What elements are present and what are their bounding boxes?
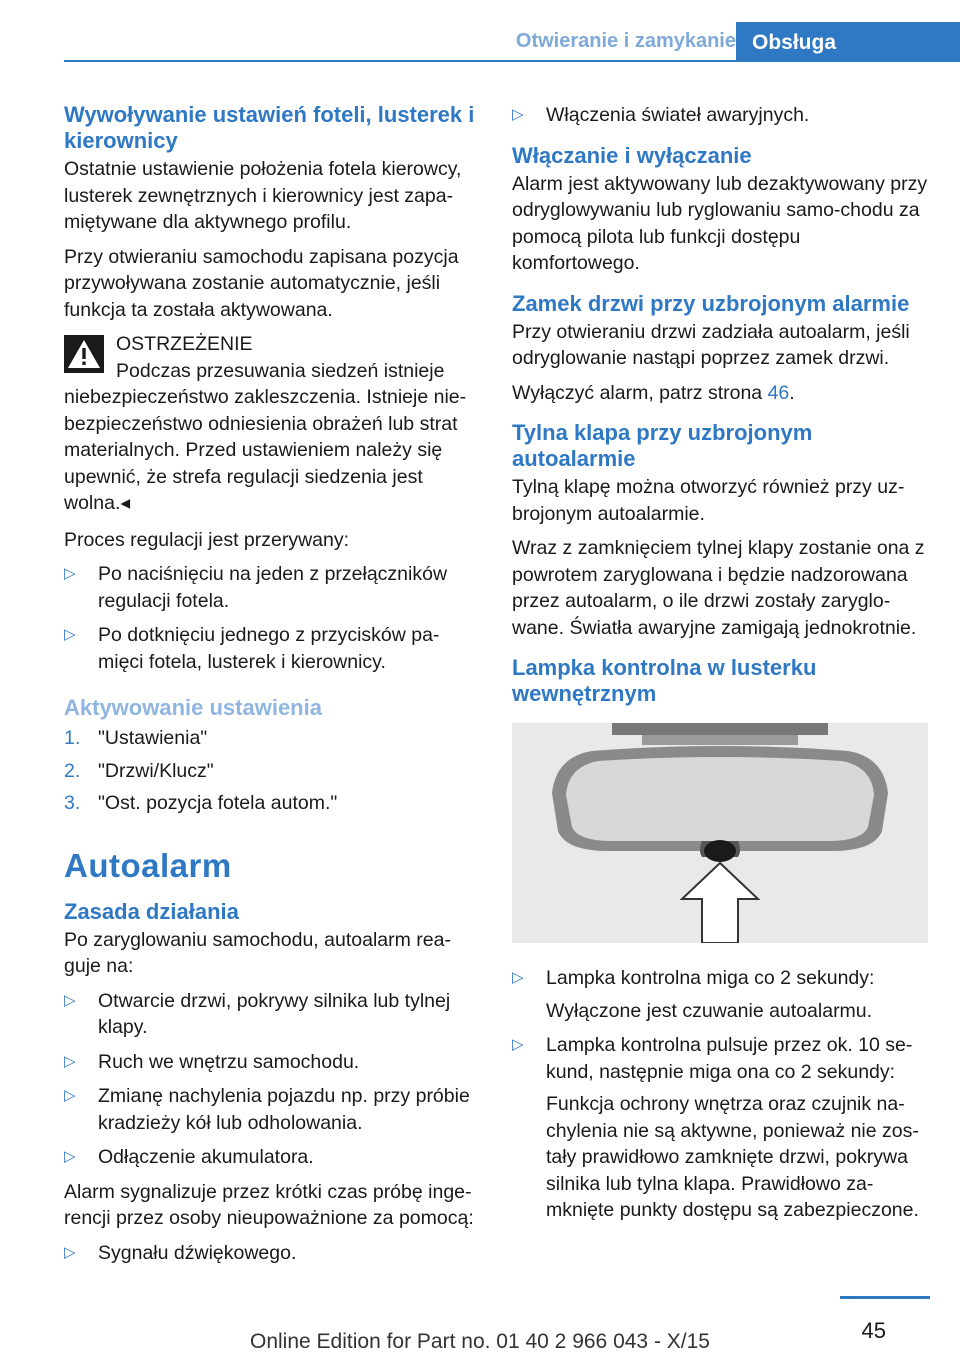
paragraph: Ostatnie ustawienie położenia fotela kierowcy, lusterek zewnętrznych i kierownicy jest zapa-miętywane dla aktywnego profilu. [64,158,462,233]
heading-on-off: Włączanie i wyłączanie [512,142,752,168]
list-item: ▷ Odłączenie akumulatora. [64,1144,482,1171]
paragraph: Przy otwieraniu samochodu zapisana pozycja przywoływana zostanie automatycznie, jeśli funkcja ta została aktywowana. [64,245,459,321]
heading-recall-settings: Wywoływanie ustawień foteli, lusterek i kierownicy [64,102,475,153]
list-item: ▷ Po dotknięciu jednego z przycisków pa-mięci fotela, lusterek i kierownicy. [64,624,440,673]
section-tab: Obsługa [736,22,960,62]
reacts-list [64,988,482,1171]
header-rule [64,60,960,62]
warning-triangle-icon [64,335,104,373]
heading-door-lock: Zamek drzwi przy uzbrojonym alarmie [512,290,910,316]
page-header [0,0,960,62]
list-item: 3. "Ost. pozycja fotela autom." [64,792,338,814]
steps-list [64,725,482,817]
page-number: 45 [861,1318,886,1343]
heading-indicator-lamp: Lampka kontrolna w lusterku wewnętrznym [512,655,817,706]
triangle-bullet-icon: ▷ [512,1036,524,1053]
paragraph: Wraz z zamknięciem tylnej klapy zostanie ona z powrotem zaryglowana i będzie nadzorowana przez autoalarm, o ile drzwi zostały zaryglo-wane. Światła awaryjne zamigają jednokrotnie. [512,537,925,639]
triangle-bullet-icon: ▷ [64,1087,76,1104]
interrupt-list [64,561,482,675]
paragraph: Proces regulacji jest przerywany: [64,528,350,551]
list-item: ▷ Sygnału dźwiękowego. [64,1240,482,1267]
paragraph: Po zaryglowaniu samochodu, autoalarm rea-guje na: [64,928,451,977]
triangle-bullet-icon: ▷ [512,106,524,123]
signals-list [64,1240,482,1267]
list-item: ▷ Lampka kontrolna miga co 2 sekundy: Wyłączone jest czuwanie autoalarmu. [512,967,875,1022]
heading-tailgate: Tylna klapa przy uzbrojonym autoalarmie [512,420,813,471]
warning-title: OSTRZEŻENIE [116,333,253,355]
lamp-list [512,965,930,1224]
heading-principle: Zasada działania [64,898,239,924]
paragraph: Tylną klapę można otworzyć również przy uz-brojonym autoalarmie. [512,476,905,525]
rear-view-mirror-image [512,723,928,943]
triangle-bullet-icon: ▷ [512,969,524,986]
signals-list-continued [512,102,930,129]
page-number-block [840,1296,930,1343]
triangle-bullet-icon: ▷ [64,626,76,643]
paragraph: Wyłączyć alarm, patrz strona 46. [512,381,795,404]
triangle-bullet-icon: ▷ [64,1148,76,1165]
mirror-illustration [512,723,928,943]
right-column [512,102,930,1232]
warning-text: Podczas przesuwania siedzeń istnieje niebezpieczeństwo zakleszczenia. Istnieje nie-bezpieczeństwo odniesienia obrażeń lub strat materialnych. Przed ustawieniem należy się upewnić, że strefa regulacji siedzenia jest wolna.◂ [64,359,467,514]
list-item: ▷ Ruch we wnętrzu samochodu. [64,1049,482,1076]
list-item: 1. "Ustawienia" [64,727,208,749]
triangle-bullet-icon: ▷ [64,1052,76,1070]
footer-text: Online Edition for Part no. 01 40 2 966 043 - X/15 [250,1330,710,1353]
list-item: ▷ Lampka kontrolna pulsuje przez ok. 10 se-kund, następnie miga ona co 2 sekundy: Funkcja ochrony wnętrza oraz czujnik na-chylenia nie są aktywne, ponieważ nie zos-tały prawidłowo zamknięte drzwi, pokrywa silnika lub tylna klapa. Prawidłowo za-mknięte punkty dostępu są zabezpieczone. [512,1034,919,1221]
heading-alarm: Autoalarm [64,846,232,884]
left-column [64,102,482,1274]
list-item: ▷ Po naciśnięciu na jeden z przełączników regulacji fotela. [64,563,448,612]
list-item: ▷ Otwarcie drzwi, pokrywy silnika lub tylnej klapy. [64,989,451,1038]
list-item: ▷ Zmianę nachylenia pojazdu np. przy próbie kradzieży kół lub odholowania. [64,1085,470,1134]
triangle-bullet-icon: ▷ [64,1243,76,1261]
triangle-bullet-icon: ▷ [64,991,76,1009]
chapter-title: Otwieranie i zamykanie [515,30,736,52]
page-link[interactable]: 46 [767,381,790,404]
page-number-rule [840,1296,930,1299]
warning-box [64,331,482,517]
heading-activate-setting: Aktywowanie ustawienia [64,695,322,720]
list-item: 2. "Drzwi/Klucz" [64,759,214,782]
paragraph: Alarm jest aktywowany lub dezaktywowany przy odryglowywaniu lub ryglowaniu samo-chodu za pomocą pilota lub funkcji dostępu komfortowego. [512,172,928,274]
paragraph: Alarm sygnalizuje przez krótki czas próbę inge-rencji przez osoby nieupoważnione za pomocą: [64,1180,474,1229]
triangle-bullet-icon: ▷ [64,565,76,582]
list-item: ▷ Włączenia świateł awaryjnych. [512,102,930,129]
paragraph: Przy otwieraniu drzwi zadziała autoalarm, jeśli odryglowanie nastąpi poprzez zamek drzwi. [512,320,910,369]
